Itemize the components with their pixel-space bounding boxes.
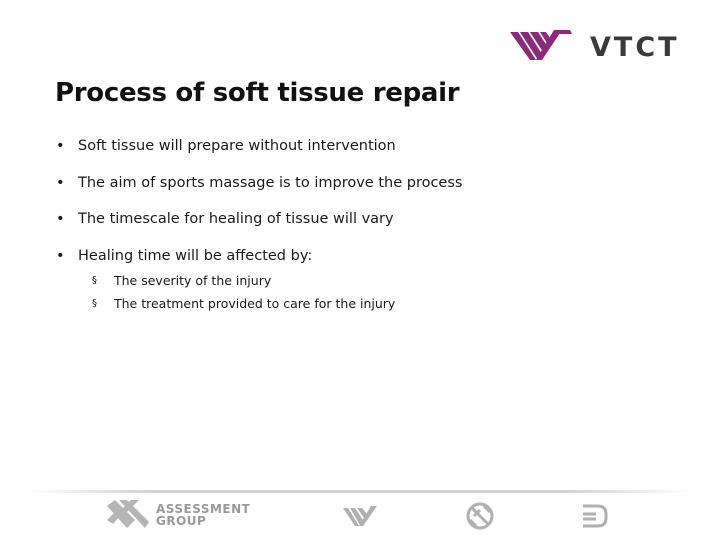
sub-bullet-item	[92, 295, 395, 312]
sub-bullet-item	[92, 272, 395, 289]
sub-bullet-marker: §	[92, 275, 97, 286]
bullet-text: Soft tissue will prepare without intervention	[78, 138, 396, 154]
vtct-logo	[510, 26, 680, 66]
bullet-marker: •	[56, 174, 65, 191]
bullet-text: The timescale for healing of tissue will vary	[78, 211, 394, 228]
bullet-item	[56, 209, 462, 229]
footer-logos	[0, 498, 720, 538]
bullet-text: The aim of sports massage is to improve the process	[78, 174, 463, 191]
bullet-marker: •	[56, 211, 65, 228]
globe-icon	[464, 500, 496, 532]
bullet-text: Healing time will be affected by:	[78, 247, 313, 264]
slide-title: Process of soft tissue repair	[55, 78, 460, 108]
assessment-group-icon	[105, 498, 153, 532]
sub-bullet-text: The severity of the injury	[114, 273, 272, 288]
footer-divider	[30, 490, 690, 493]
brand-d-icon	[580, 500, 610, 532]
vtct-mark-icon	[510, 26, 580, 66]
bullet-item	[56, 173, 462, 193]
assessment-group-text: ASSESSMENT GROUP	[156, 502, 251, 528]
bullet-list	[56, 136, 462, 282]
vtct-mark-icon	[343, 500, 379, 530]
bullet-item	[56, 136, 462, 156]
sub-bullet-list	[92, 272, 395, 318]
sub-bullet-marker: §	[92, 298, 97, 309]
bullet-marker: •	[56, 247, 65, 264]
bullet-marker: •	[56, 138, 65, 154]
bullet-item	[56, 246, 462, 266]
sub-bullet-text: The treatment provided to care for the injury	[114, 296, 396, 311]
vtct-logo-text: VTCT	[590, 32, 680, 63]
